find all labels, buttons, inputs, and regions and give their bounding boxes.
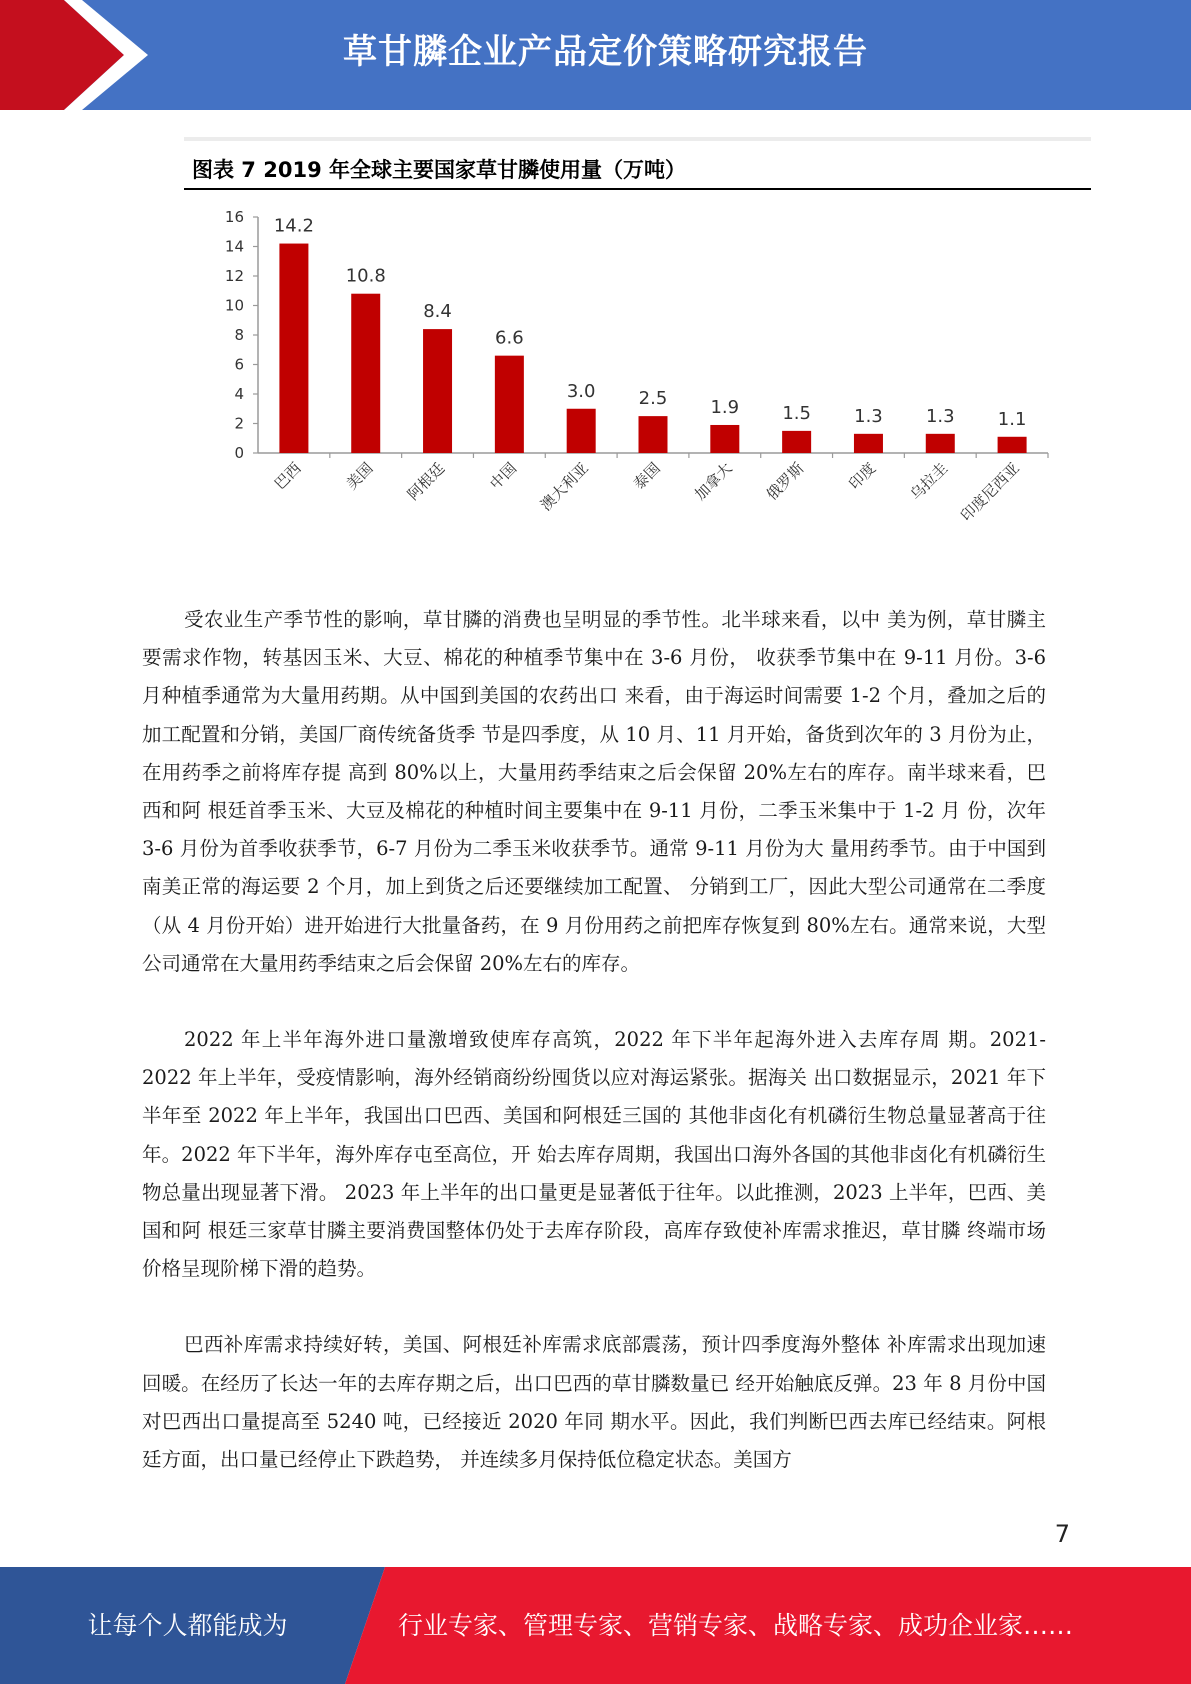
bar — [279, 244, 308, 453]
bar — [998, 437, 1027, 453]
x-tick-label: 澳大利亚 — [536, 459, 593, 515]
y-tick-label: 8 — [234, 326, 244, 344]
data-label: 3.0 — [566, 380, 596, 402]
bar — [782, 431, 811, 453]
paragraph-1: 受农业生产季节性的影响，草甘膦的消费也呈明显的季节性。北半球来看，以中 美为例，草甘膦主要需求作物，转基因玉米、大豆、棉花的种植季节集中在 3-6 月份， 收获季节集中在 9-11 月份。3-6 月种植季通常为大量用药期。从中国到美国的农药出口 来看，由于海运时间需要 1-2 个月，叠加之后的加工配置和分销，美国厂商传统备货季 节是四季度，从 10 月、11 月开始，备货到次年的 3 月份为止，在用药季之前将库存提 高到 80%以上，大量用药季结束之后会保留 20%左右的库存。南半球来看，巴西和阿 根廷首季玉米、大豆及棉花的种植时间主要集中在 9-11 月份，二季玉米集中于 1-2 月 份，次年 3-6 月份为首季收获季节，6-7 月份为二季玉米收获季节。通常 9-11 月份为大 量用药季节。由于中国到南美正常的海运要 2 个月，加上到货之后还要继续加工配置、 分销到工厂，因此大型公司通常在二季度（从 4 月份开始）进开始进行大批量备药，在 9 月份用药之前把库存恢复到 80%左右。通常来说，大型公司通常在大量用药季结束之后会保留 20%左右的库存。 — [142, 608, 1046, 975]
data-label: 1.3 — [854, 405, 883, 427]
data-label: 1.9 — [710, 396, 740, 418]
x-tick-label: 泰国 — [629, 459, 664, 494]
bar — [854, 434, 883, 453]
chart-title-rule — [184, 188, 1091, 190]
x-tick-label: 俄罗斯 — [762, 459, 808, 504]
paragraph-3: 巴西补库需求持续好转，美国、阿根廷补库需求底部震荡，预计四季度海外整体 补库需求出现加速回暖。在经历了长达一年的去库存期之后，出口巴西的草甘膦数量已 经开始触底反弹。23 年 8 月份中国对巴西出口量提高至 5240 吨，已经接近 2020 年同 期水平。因此，我们判断巴西去库已经结束。阿根廷方面，出口量已经停止下跌趋势， 并连续多月保持低位稳定状态。美国方 — [142, 1333, 1046, 1472]
chart-top-divider — [184, 137, 1091, 141]
x-tick-label: 印度 — [845, 459, 880, 494]
bar — [423, 329, 452, 453]
y-tick-label: 12 — [224, 267, 244, 285]
bar — [495, 356, 524, 453]
body-text — [142, 601, 1046, 1517]
bar — [567, 409, 596, 453]
footer-slogan-left: 让每个人都能成为 — [87, 1611, 288, 1640]
y-tick-label: 6 — [234, 355, 244, 374]
data-label: 1.1 — [997, 408, 1027, 430]
data-label: 10.8 — [345, 265, 386, 287]
header-bar — [0, 0, 1191, 110]
bar — [926, 434, 955, 453]
data-label: 2.5 — [638, 388, 668, 410]
x-tick-label: 阿根廷 — [403, 459, 449, 504]
bar — [710, 425, 739, 453]
data-label: 8.4 — [423, 301, 452, 323]
y-tick-label: 0 — [234, 444, 244, 462]
data-label: 6.6 — [495, 327, 524, 349]
y-tick-label: 4 — [234, 385, 244, 403]
data-label: 14.2 — [273, 215, 314, 237]
footer-banner — [0, 1567, 1191, 1684]
page-title: 草甘膦企业产品定价策略研究报告 — [343, 32, 868, 72]
chart-title: 图表 7 2019 年全球主要国家草甘膦使用量（万吨） — [192, 158, 686, 182]
x-tick-label: 美国 — [342, 459, 377, 494]
paragraph-2: 2022 年上半年海外进口量激增致使库存高筑，2022 年下半年起海外进入去库存周 期。2021-2022 年上半年，受疫情影响，海外经销商纷纷囤货以应对海运紧张。据海关 出口数据显示，2021 年下半年至 2022 年上半年，我国出口巴西、美国和阿根廷三国的 其他非卤化有机磷衍生物总量显著高于往年。2022 年下半年，海外库存屯至高位，开 始去库存周期，我国出口海外各国的其他非卤化有机磷衍生物总量出现显著下滑。 2023 年上半年的出口量更是显著低于往年。以此推测，2023 上半年，巴西、美国和阿 根廷三家草甘膦主要消费国整体仍处于去库存阶段，高库存致使补库需求推迟，草甘膦 终端市场价格呈现阶梯下滑的趋势。 — [142, 1028, 1046, 1281]
y-tick-label: 14 — [224, 237, 244, 256]
y-tick-label: 2 — [234, 414, 244, 433]
bar — [639, 416, 668, 453]
x-tick-label: 乌拉圭 — [906, 459, 952, 504]
x-tick-label: 中国 — [486, 459, 521, 494]
bar — [351, 294, 380, 453]
data-label: 1.5 — [782, 402, 811, 424]
x-tick-label: 加拿大 — [691, 459, 736, 504]
x-tick-label: 巴西 — [270, 459, 305, 494]
page-number: 7 — [1054, 1520, 1070, 1548]
data-label: 1.3 — [925, 405, 955, 427]
y-tick-label: 16 — [224, 208, 244, 226]
x-tick-label: 印度尼西亚 — [957, 459, 1023, 525]
y-tick-label: 10 — [224, 296, 244, 315]
bar-chart — [190, 195, 1070, 545]
footer-slogan-right: 行业专家、管理专家、营销专家、战略专家、成功企业家…… — [398, 1611, 1074, 1640]
